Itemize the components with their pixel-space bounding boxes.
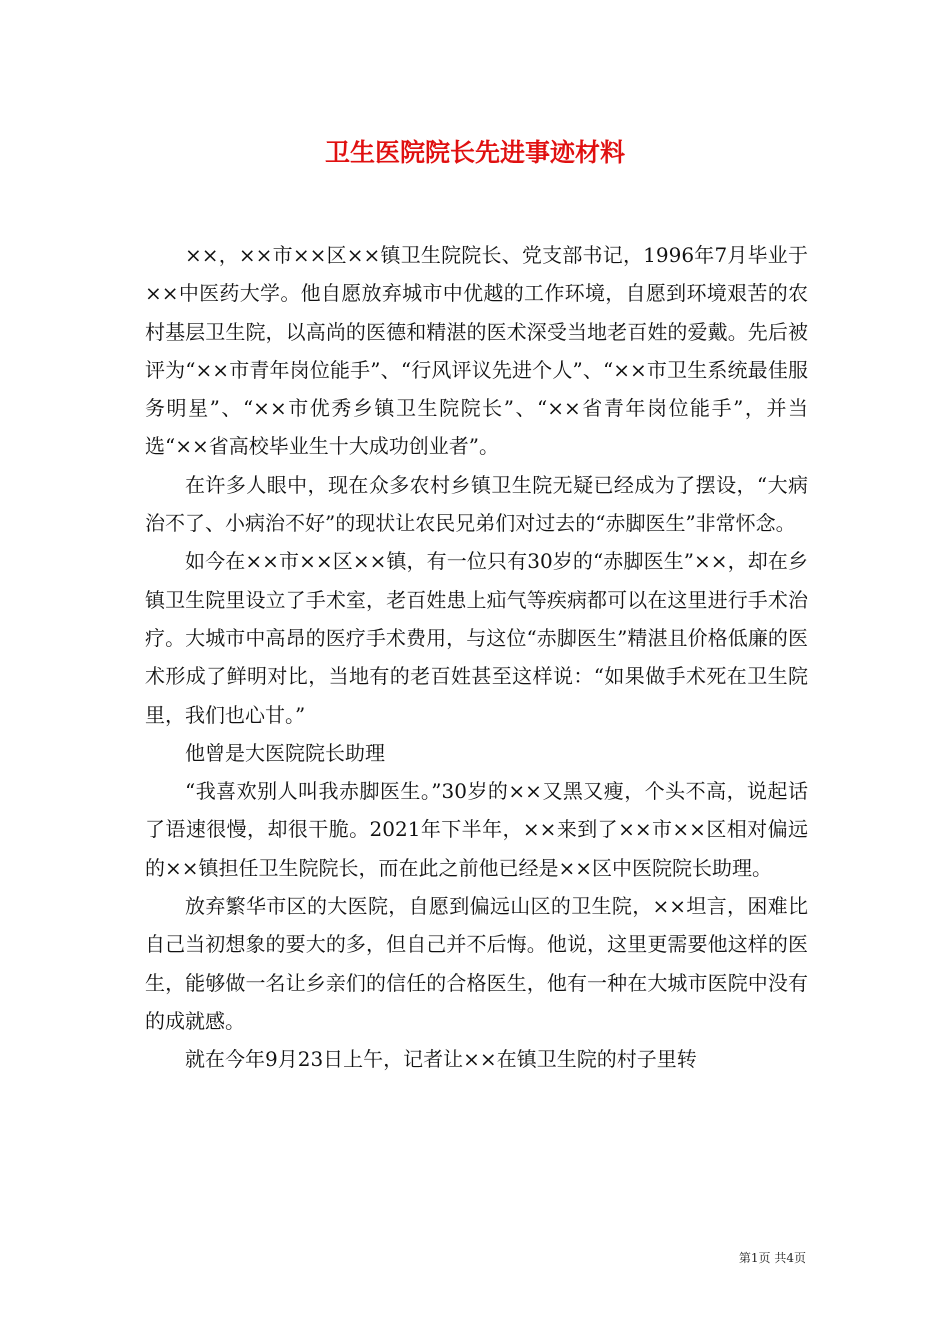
document-body: [145, 236, 808, 1079]
paragraph-intro: ××，××市××区××镇卫生院院长、党支部书记，1996年7月毕业于××中医药大学。他自愿放弃城市中优越的工作环境，自愿到环境艰苦的农村基层卫生院，以高尚的医德和精湛的医术深受当地老百姓的爱戴。先后被评为“××市青年岗位能手”、“行风评议先进个人”、“××市卫生系统最佳服务明星”、“××市优秀乡镇卫生院院长”、“××省青年岗位能手”，并当选“××省高校毕业生十大成功创业者”。: [145, 243, 808, 459]
paragraph-quote: “我喜欢别人叫我赤脚医生。”30岁的××又黑又瘦，个头不高，说起话了语速很慢，却很干脆。2021年下半年，××来到了××市××区相对偏远的××镇担任卫生院院长，而在此之前他已经是××区中医院院长助理。: [145, 779, 808, 880]
page-number-footer: 第1页 共4页: [738, 1251, 806, 1265]
document-title: 卫生医院院长先进事迹材料: [324, 138, 625, 167]
paragraph-barefoot-doctor: 如今在××市××区××镇，有一位只有30岁的“赤脚医生”××，却在乡镇卫生院里设立了手术室，老百姓患上疝气等疾病都可以在这里进行手术治疗。大城市中高昂的医疗手术费用，与这位“赤脚医生”精湛且价格低廉的医术形成了鲜明对比，当地有的老百姓甚至这样说：“如果做手术死在卫生院里，我们也心甘。”: [145, 549, 808, 727]
paragraph-rural-clinics: 在许多人眼中，现在众多农村乡镇卫生院无疑已经成为了摆设，“大病治不了、小病治不好”的现状让农民兄弟们对过去的“赤脚医生”非常怀念。: [145, 472, 808, 536]
section-heading: 他曾是大医院院长助理: [185, 740, 385, 765]
paragraph-visit: 就在今年9月23日上午，记者让××在镇卫生院的村子里转: [185, 1047, 697, 1072]
paragraph-decision: 放弃繁华市区的大医院，自愿到偏远山区的卫生院，××坦言，困难比自己当初想象的要大的多，但自己并不后悔。他说，这里更需要他这样的医生，能够做一名让乡亲们的信任的合格医生，他有一种在大城市医院中没有的成就感。: [145, 894, 808, 1033]
